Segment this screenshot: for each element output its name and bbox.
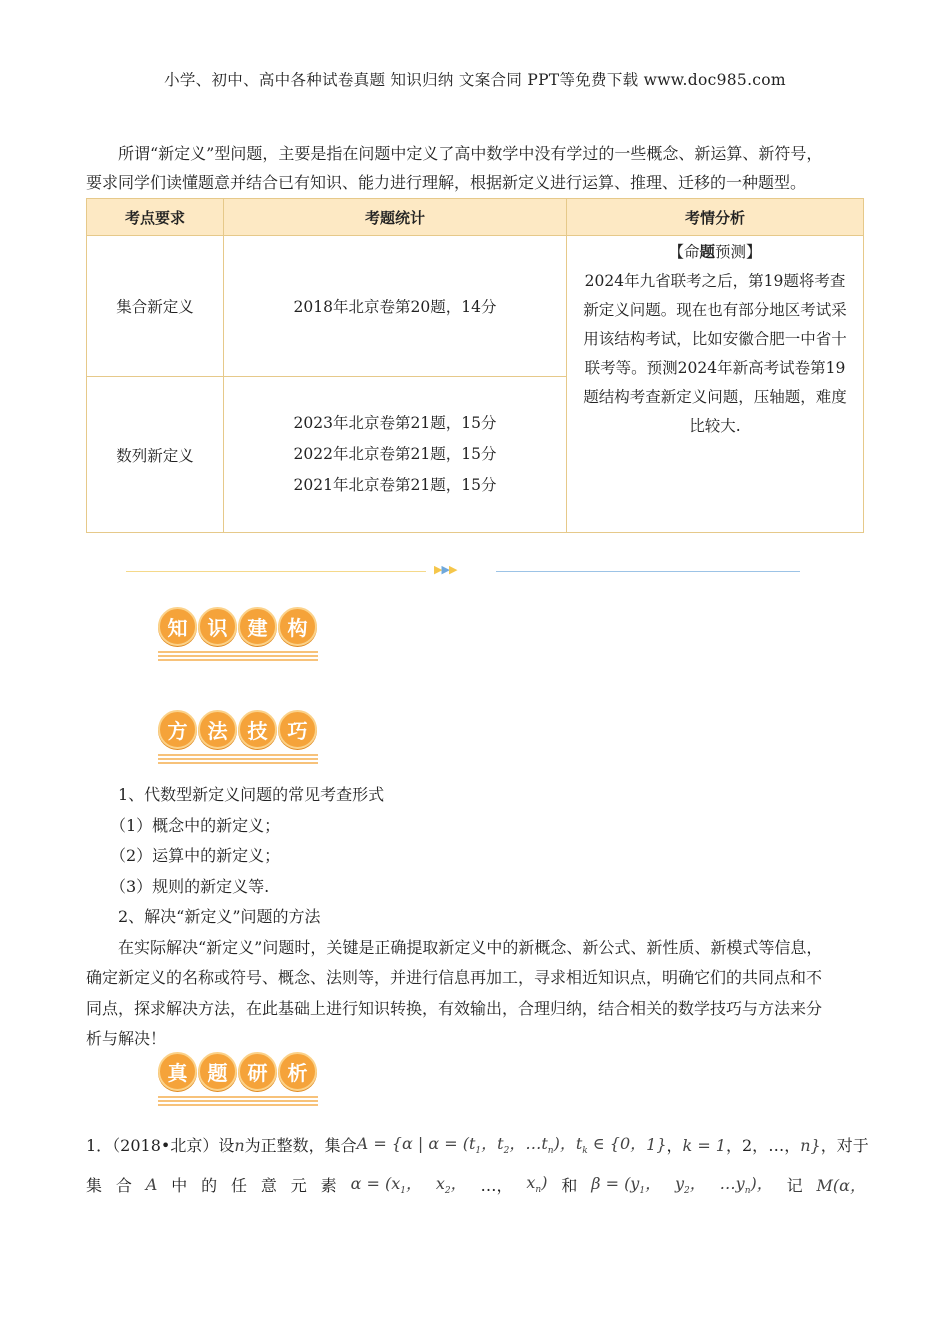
method-para-line: 同点，探求解决方法，在此基础上进行知识转换，有效输出，合理归纳，结合相关的数学技巧与方法来分: [86, 998, 823, 1018]
q-A: A: [145, 1174, 158, 1194]
q-num: 1．（2018•北京）设n为正整数，集合: [86, 1135, 357, 1155]
q-word: 意: [260, 1175, 277, 1195]
stat-line: 2021年北京卷第21题，15分: [293, 476, 497, 494]
q-yn: $\dots y_n$)，: [719, 1174, 773, 1197]
table-row: [87, 236, 864, 377]
q-set-def: A = {α | $\alpha = (t_1$，: [356, 1134, 498, 1157]
q-and: 和: [561, 1175, 578, 1195]
stat-line: 2023年北京卷第21题，15分: [293, 414, 497, 432]
q-keq: ，k = 1，: [666, 1135, 742, 1155]
q-y2: $y_2$，: [674, 1174, 706, 1197]
analysis-line: 联考等。预测2024年新高考试卷第19: [584, 359, 846, 377]
stat-line: 2022年北京卷第21题，15分: [293, 445, 497, 463]
badge-knowledge-structure: [158, 607, 320, 665]
badge-char: 方: [158, 710, 197, 749]
q-ji: 记: [786, 1175, 803, 1195]
q-dots2: …，: [480, 1175, 513, 1195]
analysis-line: 题结构考查新定义问题，压轴题，难度: [583, 388, 847, 406]
badge-char: 研: [238, 1052, 277, 1091]
method-para-line: 析与解决！: [86, 1029, 167, 1048]
badge-char: 析: [278, 1052, 317, 1091]
method-sub-3: （3）规则的新定义等.: [110, 876, 270, 896]
badge-char: 建: [238, 607, 277, 646]
analysis-cell: [567, 236, 864, 533]
badge-char: 技: [238, 710, 277, 749]
badge-past-exam-analysis: [158, 1052, 320, 1110]
badge-char: 知: [158, 607, 197, 646]
analysis-title: [573, 238, 857, 267]
badge-char: 题: [198, 1052, 237, 1091]
analysis-line: 2024年九省联考之后，第19题将考查: [584, 272, 846, 290]
q-word: 的: [201, 1175, 218, 1195]
method-item-2: 2、解决“新定义”问题的方法: [118, 907, 321, 926]
intro-line-1: 所谓“新定义”型问题，主要是指在问题中定义了高中数学中没有学过的一些概念、新运算、新符号，: [118, 144, 823, 163]
q-one: 1}: [646, 1134, 667, 1154]
q-beta: $\beta = (y_1$，: [591, 1174, 662, 1197]
method-para-line: 确定新定义的名称或符号、概念、法则等，并进行信息再加工，寻求相近知识点，明确它们的共同点和不: [86, 968, 823, 987]
badge-char: 识: [198, 607, 237, 646]
header-stats: 考题统计: [224, 199, 567, 236]
row-topic: 集合新定义: [87, 236, 224, 377]
divider-line-left: [126, 571, 426, 572]
question-1-line-1: [86, 1129, 869, 1159]
q-xn: $x_n$): [526, 1172, 548, 1196]
q-word: 元: [290, 1175, 307, 1195]
table-header-row: [87, 199, 864, 236]
q-word: 合: [115, 1175, 132, 1195]
intro-line-2: 要求同学们读懂题意并结合已有知识、能力进行理解，根据新定义进行运算、推理、迁移的一种题型。: [86, 173, 807, 192]
row-topic: 数列新定义: [87, 377, 224, 533]
q-M: M(α，: [816, 1175, 866, 1195]
badge-char: 构: [278, 607, 317, 646]
exam-stats-table: [86, 198, 864, 533]
q-x2: $x_2$，: [435, 1174, 467, 1197]
divider-line-right: [496, 571, 800, 572]
intro-paragraph: [86, 139, 866, 197]
analysis-title-b: 题: [699, 243, 715, 261]
q-two: 2，: [742, 1135, 769, 1155]
badge-char: 真: [158, 1052, 197, 1091]
divider-arrows-icon: ▶▶▶: [434, 563, 457, 576]
page-header: 小学、初中、高中各种试卷真题 知识归纳 文案合同 PPT等免费下载 www.doc985.com: [164, 71, 786, 89]
q-alpha: $\alpha = (x_1$，: [350, 1174, 422, 1197]
method-section: [86, 780, 866, 1055]
badge-char: 法: [198, 710, 237, 749]
section-divider: [126, 563, 800, 578]
analysis-line: 用该结构考试，比如安徽合肥一中省十: [583, 330, 847, 348]
q-word: 素: [320, 1175, 337, 1195]
question-1: [86, 1129, 869, 1199]
q-word: 中: [171, 1175, 188, 1195]
q-dots: …，: [768, 1135, 801, 1155]
badge-char: 巧: [278, 710, 317, 749]
q-tk: $t_k$ ∈ {0，: [575, 1134, 647, 1157]
analysis-title-a: 【命: [668, 243, 700, 261]
analysis-title-c: 预测】: [715, 243, 762, 261]
question-1-line-2: [86, 1169, 866, 1199]
row-stats: [224, 377, 567, 533]
method-item-1: 1、代数型新定义问题的常见考查形式: [118, 785, 385, 804]
header-analysis: 考情分析: [567, 199, 864, 236]
method-sub-2: （2）运算中的新定义；: [110, 846, 281, 865]
method-para-line: 在实际解决“新定义”问题时，关键是正确提取新定义中的新概念、新公式、新性质、新模式等信息，: [118, 937, 823, 957]
analysis-line: 新定义问题。现在也有部分地区考试采: [583, 301, 847, 319]
q-nbrace: n}，对于: [800, 1135, 869, 1155]
row-stats: 2018年北京卷第20题，14分: [224, 236, 567, 377]
q-word: 集: [86, 1175, 103, 1195]
badge-methods-tips: [158, 710, 320, 768]
analysis-line: 比较大.: [689, 417, 741, 435]
q-tn: $\dots t_n$)，: [525, 1134, 576, 1157]
method-sub-1: （1）概念中的新定义；: [110, 815, 281, 835]
q-t2: $t_2$，: [497, 1134, 526, 1157]
header-topic: 考点要求: [87, 199, 224, 236]
q-word: 任: [231, 1175, 248, 1195]
